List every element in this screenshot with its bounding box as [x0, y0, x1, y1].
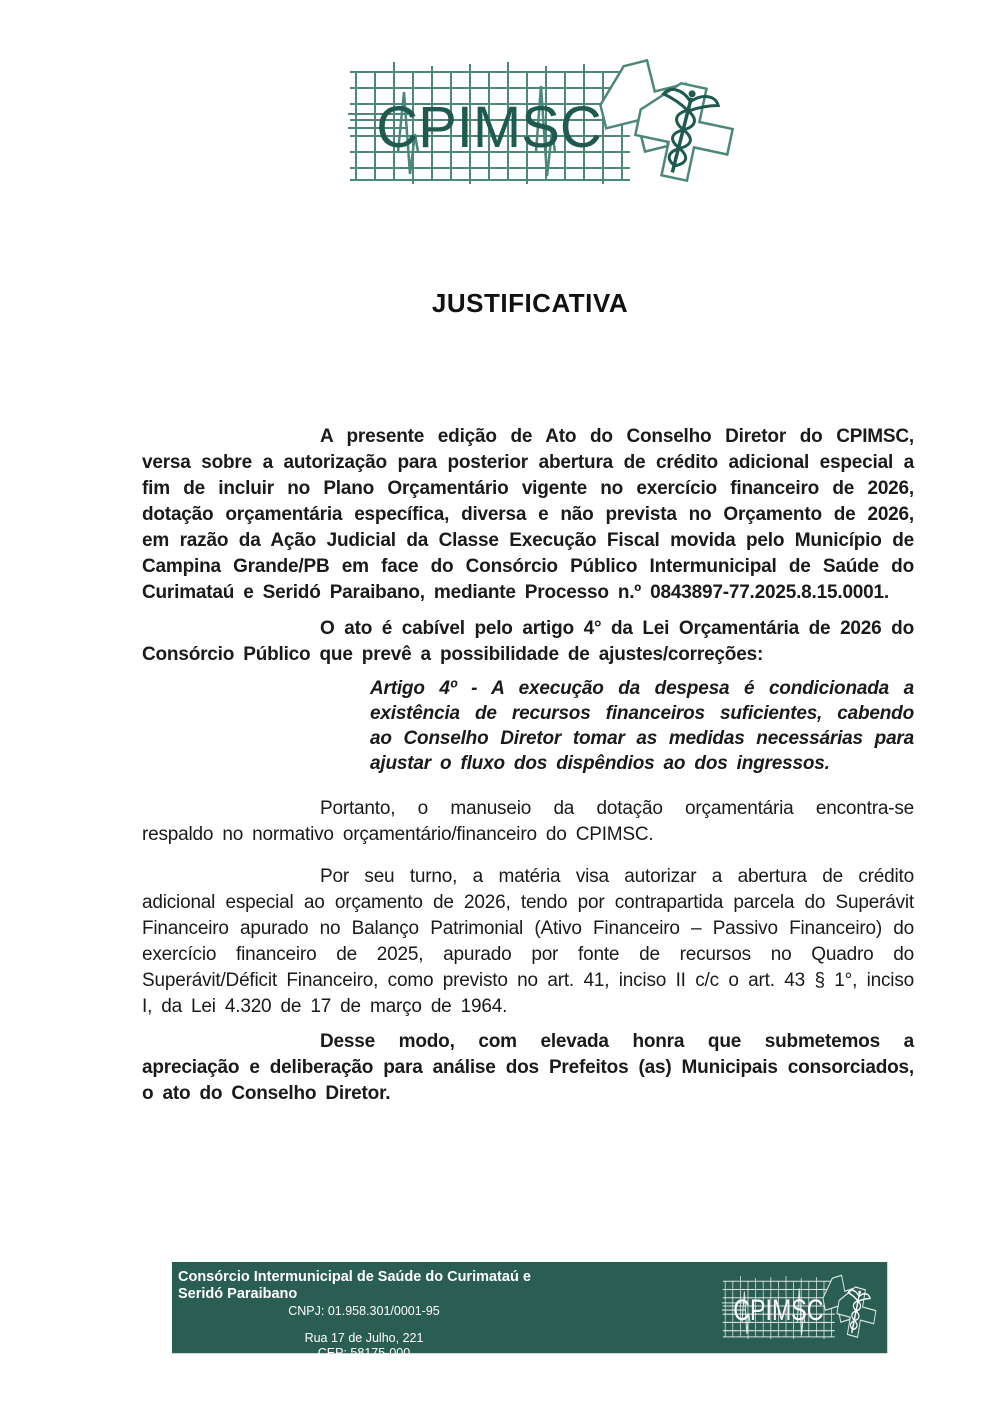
footer-info: [178, 1269, 550, 1376]
paragraph-por-seu-turno: Por seu turno, a matéria visa autorizar a abertura de crédito adicional especial ao orçamento de 2026, tendo por contrapartida parcela do Superávit Financeiro apurado no Balanço Patrimonial (Ativo Financeiro – Passivo Financeiro) do exercício financeiro de 2025, apurado por fonte de recursos no Quadro do Superávit/Déficit Financeiro, como previsto no art. 41, inciso II c/c o art. 43 § 1°, inciso I, da Lei 4.320 de 17 de março de 1964.: [142, 866, 914, 1017]
paragraph-intro: A presente edição de Ato do Conselho Diretor do CPIMSC, versa sobre a autorização para posterior abertura de crédito adicional especial a fim de incluir no Plano Orçamentário vigente no exercício financeiro de 2026, dotação orçamentária específica, diversa e não prevista no Orçamento de 2026, em razão da Ação Judicial da Classe Execução Fiscal movida pelo Município de Campina Grande/PB em face do Consórcio Público Intermunicipal de Saúde do Curimataú e Seridó Paraibano, mediante Processo n.º 0843897-77.2025.8.15.0001.: [142, 426, 914, 603]
footer-address: [178, 1331, 550, 1376]
cpimsc-logo-icon-white: [722, 1274, 882, 1341]
paragraph-closing: Desse modo, com elevada honra que submetemos a apreciação e deliberação para análise dos Prefeitos (as) Municipais consorciados, o ato do Conselho Diretor.: [142, 1031, 914, 1104]
paragraph-legal-basis: O ato é cabível pelo artigo 4° da Lei Orçamentária de 2026 do Consórcio Público que prevê a possibilidade de ajustes/correções:: [142, 618, 914, 665]
footer-bar: [172, 1262, 888, 1375]
cpimsc-logo-icon: [348, 58, 748, 188]
footer-city: Cuité/PB/PB: [329, 1361, 399, 1375]
cpimsc-logo-footer: [722, 1274, 882, 1341]
paragraph-article-quote: Artigo 4º - A execução da despesa é condicionada a existência de recursos financeiros suficientes, cabendo ao Conselho Diretor tomar as medidas necessárias para ajustar o fluxo dos dispêndios ao dos ingressos.: [370, 678, 914, 774]
document-title: JUSTIFICATIVA: [431, 288, 629, 318]
document-body: [142, 424, 914, 1107]
footer-cep: CEP: 58175-000: [317, 1346, 411, 1360]
paragraph-portanto: Portanto, o manuseio da dotação orçamentária encontra-se respaldo no normativo orçamentário/financeiro do CPIMSC.: [142, 798, 914, 845]
footer-street: Rua 17 de Julho, 221: [304, 1331, 424, 1345]
footer-cnpj: CNPJ: 01.958.301/0001-95: [288, 1304, 440, 1318]
cpimsc-logo-header: [348, 58, 748, 188]
footer-org-name: Consórcio Intermunicipal de Saúde do Curimataú e Seridó Paraibano: [178, 1269, 531, 1302]
